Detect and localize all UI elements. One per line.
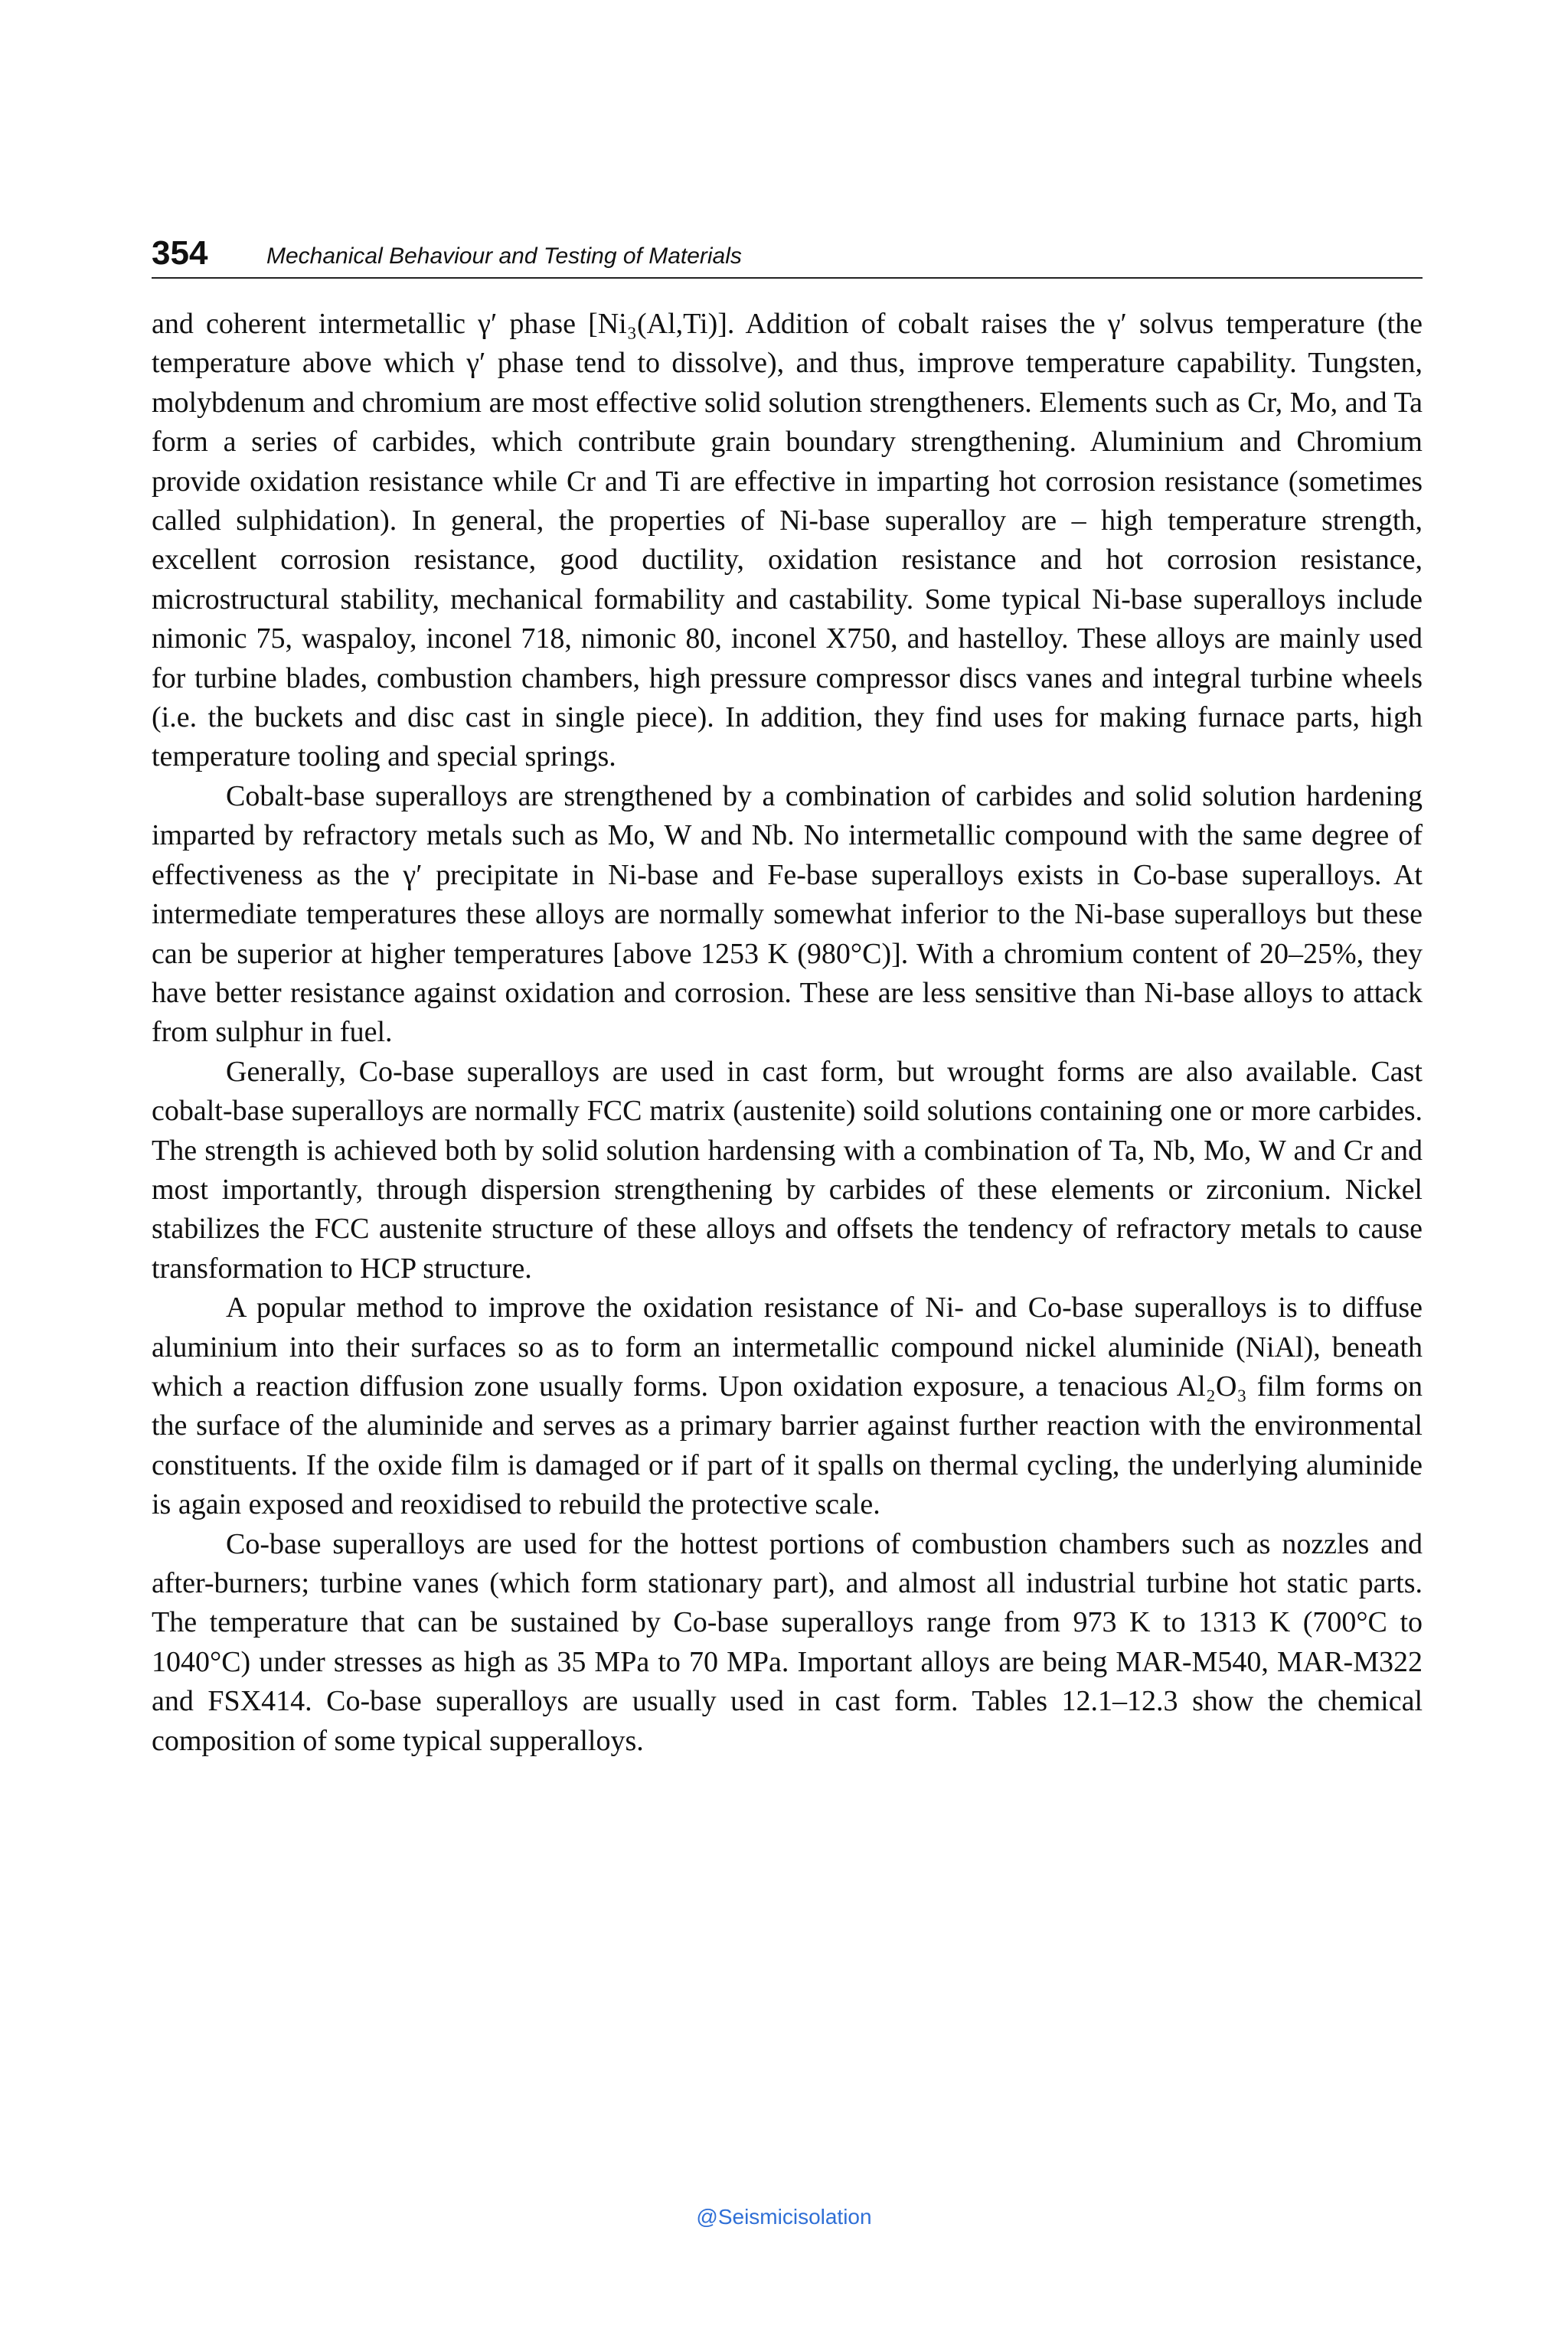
paragraph-continuation: and coherent intermetallic γ′ phase [Ni₃(Al,Ti)]. Addition of cobalt raises the γ′ solvus temperature (the temperature above which γ′ phase tend to dissolve), and thus, improve temperature capability. Tungsten, molybdenum and chromium are most effective solid solution strengtheners. Elements such as Cr, Mo, and Ta form a series of carbides, which contribute grain boundary strengthening. Aluminium and Chromium provide oxidation resistance while Cr and Ti are effective in imparting hot corrosion resistance (sometimes called sulphidation). In general, the properties of Ni-base superalloy are – high temperature strength, excellent corrosion resistance, good ductility, oxidation resistance and hot corrosion resistance, microstructural stability, mechanical formability and castability. Some typical Ni-base superalloys include nimonic 75, waspaloy, inconel 718, nimonic 80, inconel X750, and hastelloy. These alloys are mainly used for turbine blades, combustion chambers, high pressure compressor discs vanes and integral turbine wheels (i.e. the buckets and disc cast in single piece). In addition, they find uses for making furnace parts, high temperature tooling and special springs. bbox=[152, 308, 1423, 773]
page-header bbox=[152, 230, 1423, 279]
body-text bbox=[152, 305, 1423, 1761]
paragraph-cobalt-strengthening: Cobalt-base superalloys are strengthened by a combination of carbides and solid solution hardening imparted by refractory metals such as Mo, W and Nb. No intermetallic compound with the same degree of effectiveness as the γ′ precipitate in Ni-base and Fe-base superalloys exists in Co-base superalloys. At intermediate temperatures these alloys are normally somewhat inferior to the Ni-base superalloys but these can be superior at higher temperatures [above 1253 K (980°C)]. With a chromium content of 20–25%, they have better resistance against oxidation and corrosion. These are less sensitive than Ni-base alloys to attack from sulphur in fuel. bbox=[152, 779, 1423, 1049]
paragraph-cast-forms: Generally, Co-base superalloys are used in cast form, but wrought forms are also available. Cast cobalt-base superalloys are normally FCC matrix (austenite) soild solutions containing one or more carbides. The strength is achieved both by solid solution hardensing with a combination of Ta, Nb, Mo, W and Cr and most importantly, through dispersion strengthening by carbides of these elements or zirconium. Nickel stabilizes the FCC austenite structure of these alloys and offsets the tendency of refractory metals to cause transformation to HCP structure. bbox=[152, 1055, 1423, 1285]
running-title: Mechanical Behaviour and Testing of Materials bbox=[266, 243, 742, 269]
watermark-footer: @Seismicisolation bbox=[696, 2205, 872, 2229]
paragraph-aluminide-coating: A popular method to improve the oxidation resistance of Ni- and Co-base superalloys is to diffuse aluminium into their surfaces so as to form an intermetallic compound nickel aluminide (NiAl), beneath which a reaction diffusion zone usually forms. Upon oxidation exposure, a tenacious Al₂O₃ film forms on the surface of the aluminide and serves as a primary barrier against further reaction with the environmental constituents. If the oxide film is damaged or if part of it spalls on thermal cycling, the underlying aluminide is again exposed and reoxidised to rebuild the protective scale. bbox=[152, 1292, 1423, 1521]
page-number: 354 bbox=[152, 234, 208, 272]
paragraph-applications: Co-base superalloys are used for the hottest portions of combustion chambers such as nozzles and after-burners; turbine vanes (which form stationary part), and almost all industrial turbine hot static parts. The temperature that can be sustained by Co-base superalloys range from 973 K to 1313 K (700°C to 1040°C) under stresses as high as 35 MPa to 70 MPa. Important alloys are being MAR-M540, MAR-M322 and FSX414. Co-base superalloys are usually used in cast form. Tables 12.1–12.3 show the chemical composition of some typical supperalloys. bbox=[152, 1527, 1423, 1757]
